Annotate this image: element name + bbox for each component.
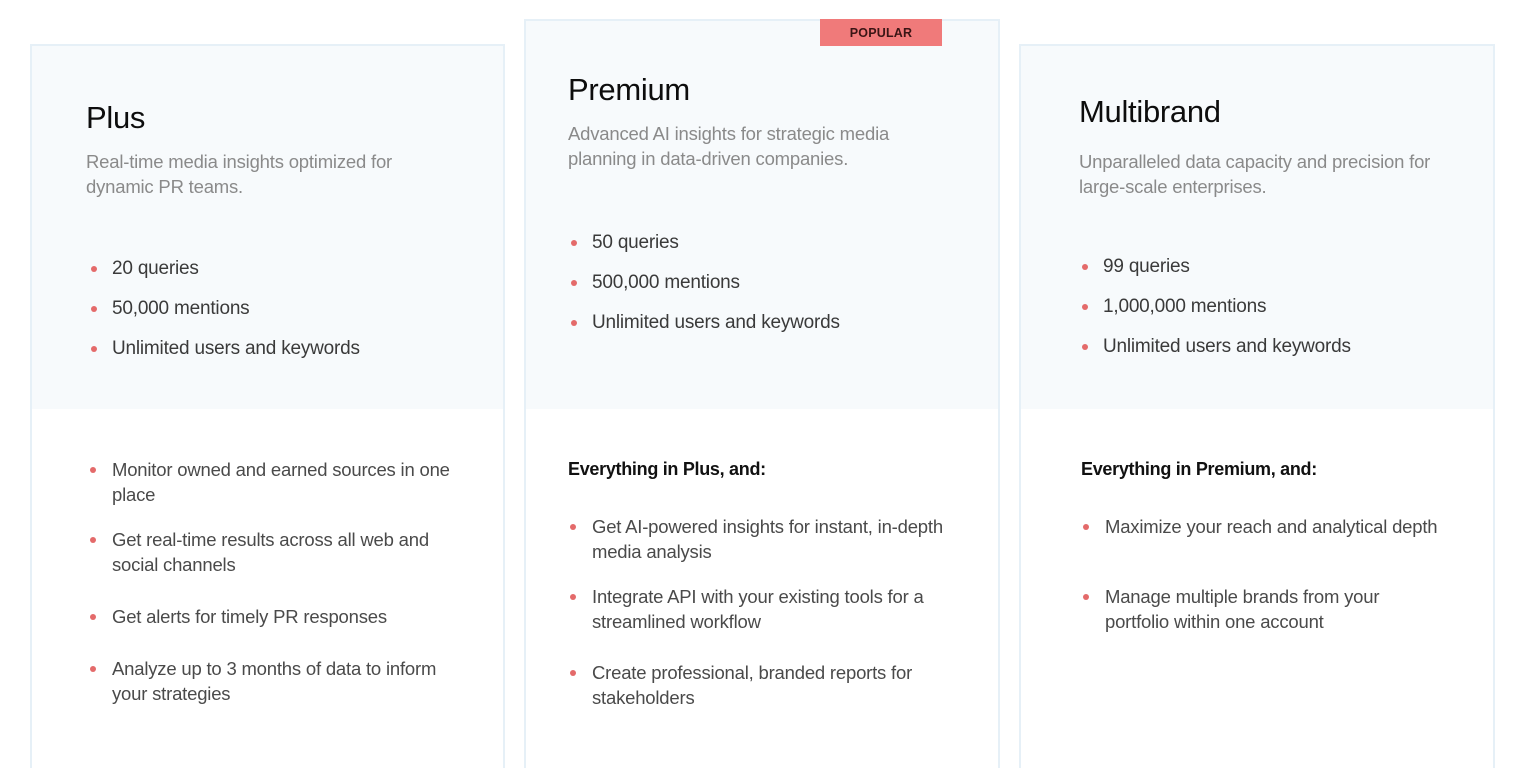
plan-features: [88, 457, 468, 706]
feature-item: Get alerts for timely PR responses: [88, 604, 468, 656]
bullet-dot-icon: [571, 320, 577, 326]
popular-badge: POPULAR: [820, 19, 942, 46]
plan-card-multibrand: [1019, 44, 1495, 768]
bullet-dot-icon: [90, 537, 96, 543]
highlight-item: Unlimited users and keywords: [568, 310, 840, 350]
highlight-item: Unlimited users and keywords: [88, 336, 360, 376]
highlight-item: 50,000 mentions: [88, 296, 360, 336]
bullet-dot-icon: [571, 280, 577, 286]
plan-description: Advanced AI insights for strategic media planning in data-driven companies.: [568, 123, 890, 169]
highlight-item: 99 queries: [1079, 254, 1351, 294]
bullet-dot-icon: [91, 306, 97, 312]
plan-card-premium: [524, 19, 1000, 768]
feature-item: Analyze up to 3 months of data to inform your strategies: [88, 656, 468, 706]
feature-item: Integrate API with your existing tools for a streamlined workflow: [568, 584, 948, 660]
feature-item: Manage multiple brands from your portfolio within one account: [1081, 584, 1441, 634]
feature-item: Get real-time results across all web and social channels: [88, 527, 468, 604]
bullet-dot-icon: [1082, 304, 1088, 310]
features-heading: Everything in Premium, and:: [1081, 459, 1317, 479]
bullet-dot-icon: [570, 524, 576, 530]
features-heading: Everything in Plus, and:: [568, 459, 766, 479]
bullet-dot-icon: [570, 594, 576, 600]
bullet-dot-icon: [91, 346, 97, 352]
highlight-item: 20 queries: [88, 256, 360, 296]
plan-card-plus: [30, 44, 505, 768]
bullet-dot-icon: [570, 670, 576, 676]
highlight-item: Unlimited users and keywords: [1079, 334, 1351, 374]
plan-title: Multibrand: [1079, 94, 1221, 129]
bullet-dot-icon: [1083, 524, 1089, 530]
feature-item: Create professional, branded reports for stakeholders: [568, 660, 948, 710]
plan-description: Real-time media insights optimized for dynamic PR teams.: [86, 151, 392, 197]
plan-features: [568, 514, 948, 710]
plan-description: Unparalleled data capacity and precision for large-scale enterprises.: [1079, 151, 1431, 197]
highlight-item: 1,000,000 mentions: [1079, 294, 1351, 334]
plan-highlights: [1079, 254, 1351, 374]
plan-title: Premium: [568, 72, 690, 107]
feature-item: Get AI-powered insights for instant, in-depth media analysis: [568, 514, 948, 584]
bullet-dot-icon: [571, 240, 577, 246]
bullet-dot-icon: [90, 614, 96, 620]
bullet-dot-icon: [90, 666, 96, 672]
bullet-dot-icon: [90, 467, 96, 473]
bullet-dot-icon: [1083, 594, 1089, 600]
plan-highlights: [88, 256, 360, 376]
highlight-item: 50 queries: [568, 230, 840, 270]
bullet-dot-icon: [1082, 264, 1088, 270]
bullet-dot-icon: [91, 266, 97, 272]
feature-item: Maximize your reach and analytical depth: [1081, 514, 1441, 584]
plan-features: [1081, 514, 1441, 634]
plan-highlights: [568, 230, 840, 350]
bullet-dot-icon: [1082, 344, 1088, 350]
plan-title: Plus: [86, 100, 146, 135]
highlight-item: 500,000 mentions: [568, 270, 840, 310]
feature-item: Monitor owned and earned sources in one place: [88, 457, 468, 527]
